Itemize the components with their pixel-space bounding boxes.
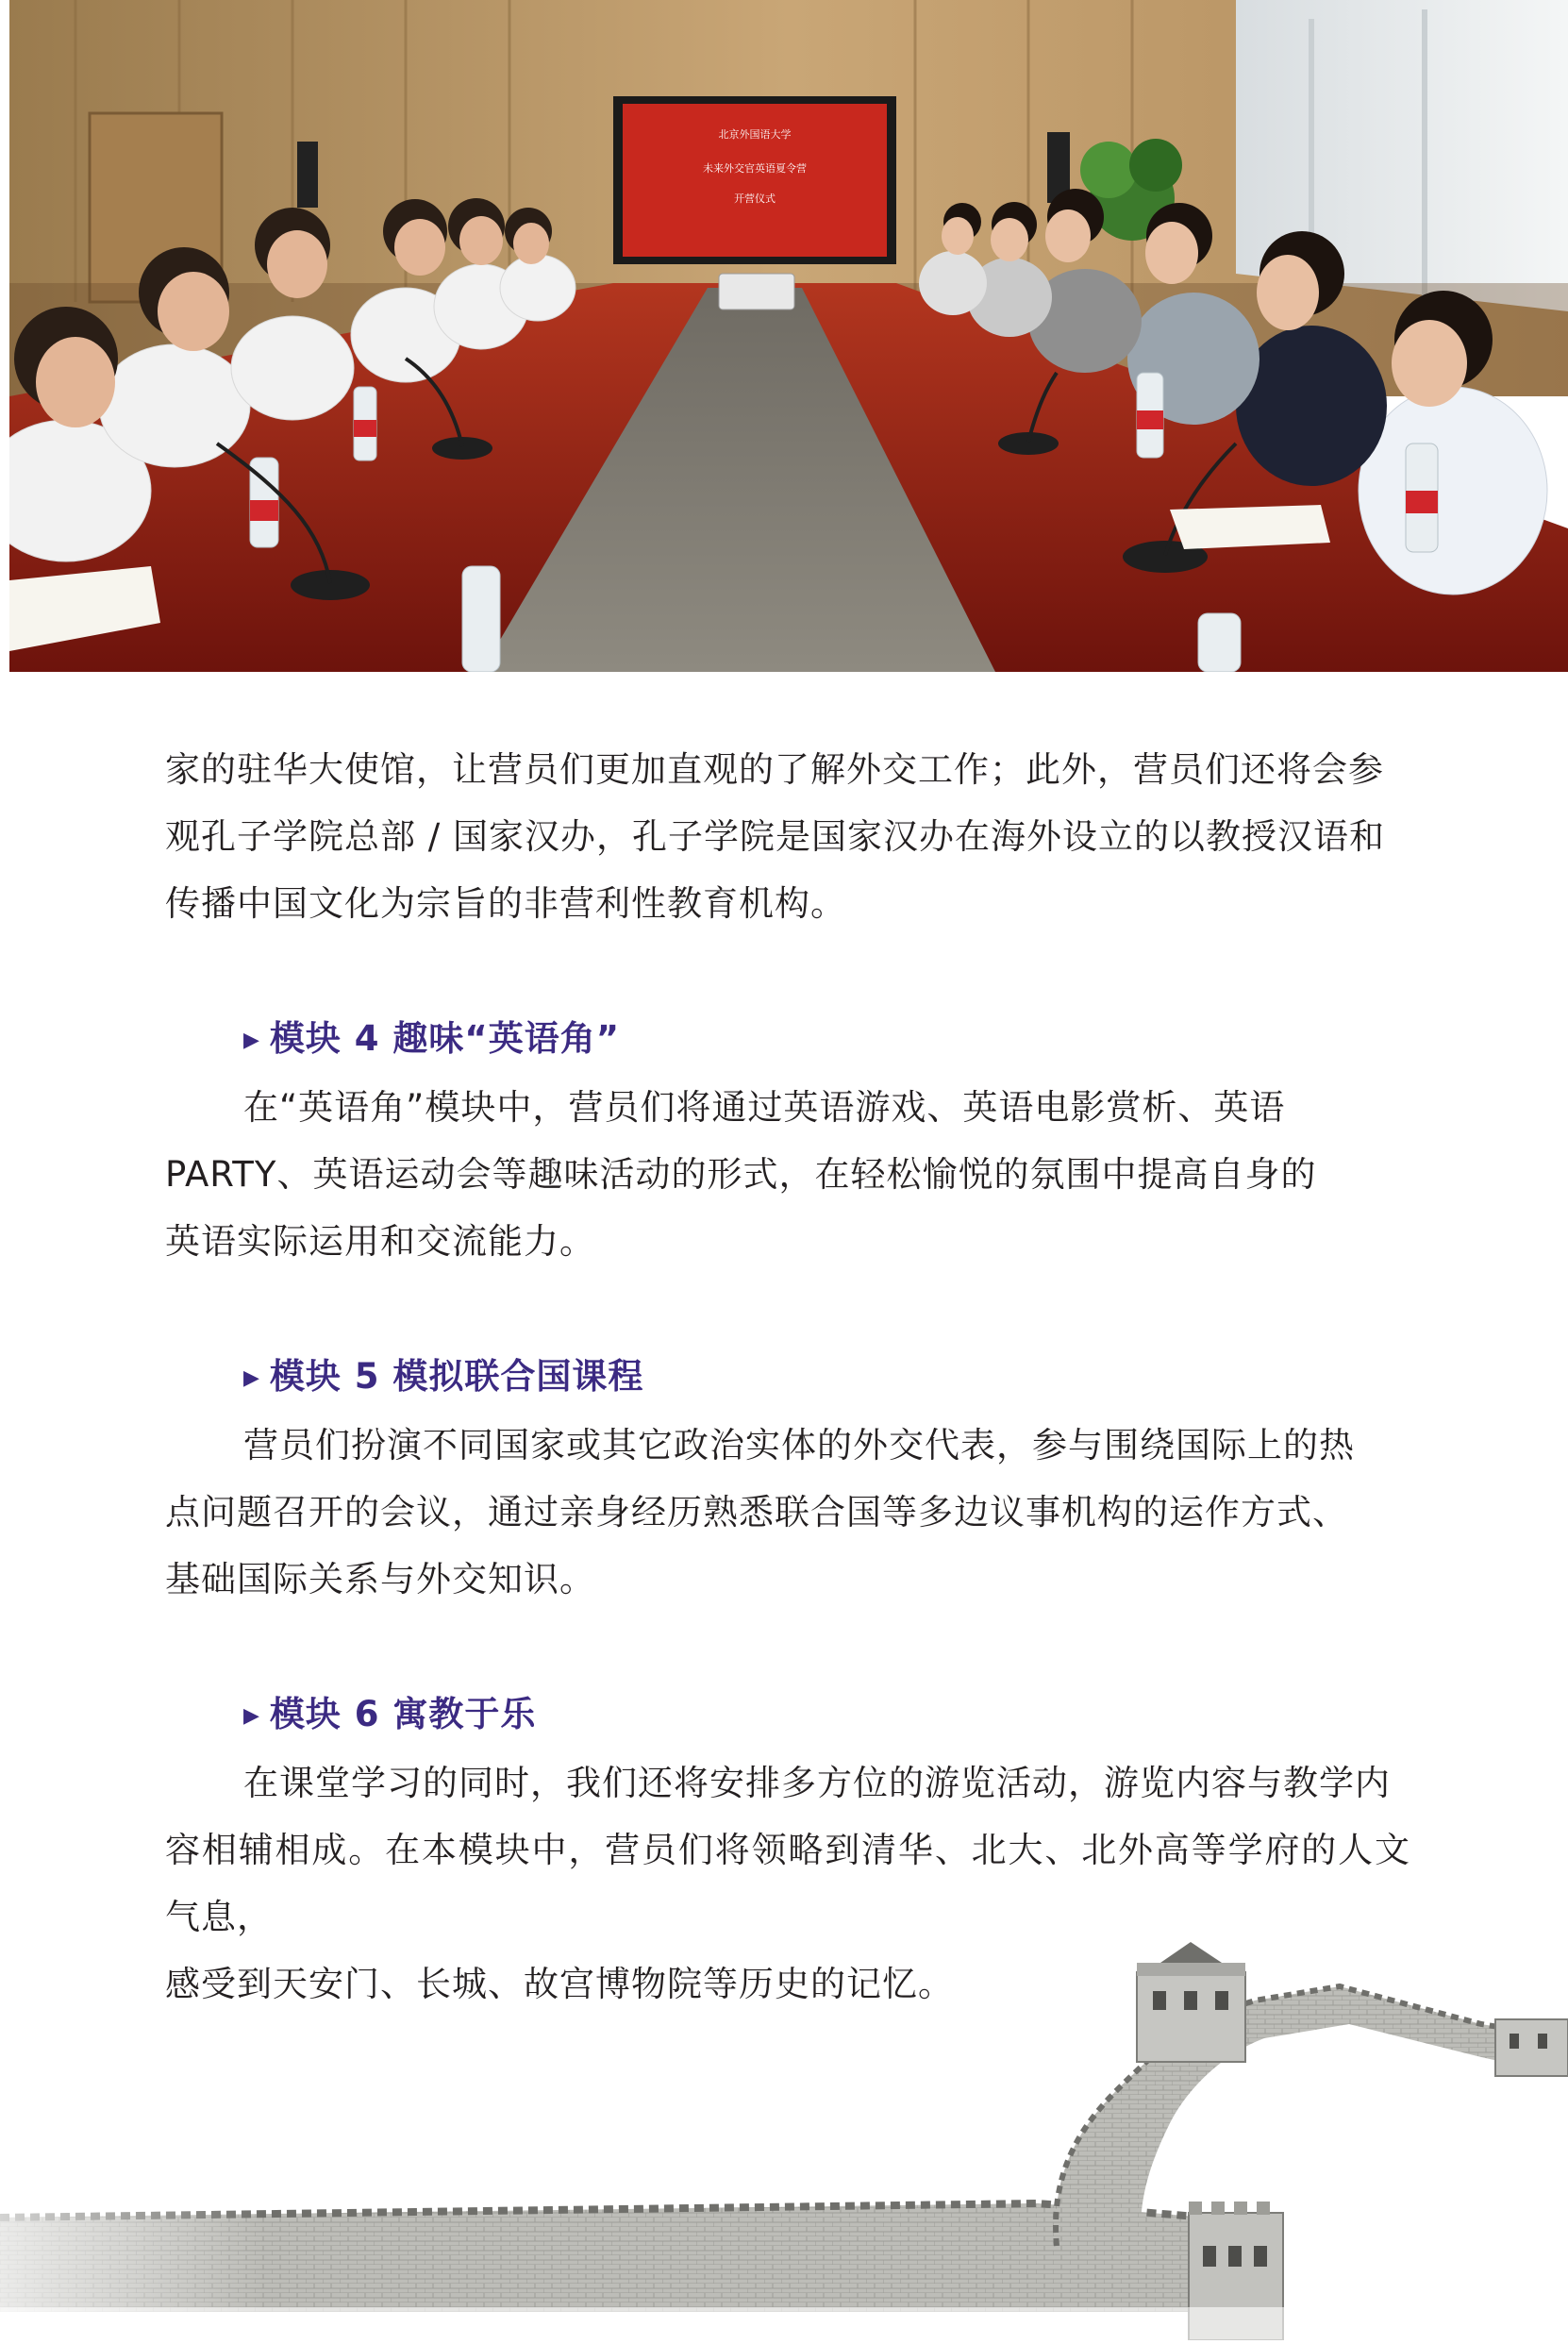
slide-line-1: 北京外国语大学 — [718, 128, 792, 141]
module-line: 在“英语角”模块中，营员们将通过英语游戏、英语电影赏析、英语 — [243, 1087, 1286, 1128]
great-wall-illustration — [0, 1934, 1568, 2340]
module-5-title: 模块 5 模拟联合国课程 — [269, 1356, 644, 1397]
slide-line-2: 未来外交官英语夏令营 — [703, 162, 807, 175]
triangle-bullet-icon: ▶ — [243, 1029, 260, 1052]
module-line: 基础国际关系与外交知识。 — [165, 1559, 595, 1599]
intro-paragraph — [165, 736, 1410, 937]
module-4-heading — [165, 1005, 1410, 1074]
meeting-photo — [9, 0, 1568, 672]
module-6-heading — [165, 1681, 1410, 1750]
module-line: 营员们扮演不同国家或其它政治实体的外交代表，参与围绕国际上的热 — [243, 1425, 1355, 1465]
intro-line: 观孔子学院总部 / 国家汉办，孔子学院是国家汉办在海外设立的以教授汉语和 — [165, 816, 1385, 857]
module-line: 点问题召开的会议，通过亲身经历熟悉联合国等多边议事机构的运作方式、 — [165, 1492, 1348, 1532]
module-5-paragraph — [165, 1412, 1410, 1613]
module-4-paragraph — [165, 1074, 1410, 1275]
module-5-heading — [165, 1343, 1410, 1412]
module-line: 英语实际运用和交流能力。 — [165, 1221, 595, 1262]
slide-line-3: 开营仪式 — [734, 193, 776, 205]
article-body — [165, 736, 1410, 2018]
intro-line: 家的驻华大使馆，让营员们更加直观的了解外交工作；此外，营员们还将会参 — [165, 749, 1384, 790]
module-line: PARTY、英语运动会等趣味活动的形式，在轻松愉悦的氛围中提高自身的 — [165, 1154, 1317, 1195]
intro-line: 传播中国文化为宗旨的非营利性教育机构。 — [165, 883, 846, 924]
triangle-bullet-icon: ▶ — [243, 1704, 260, 1728]
module-line: 感受到天安门、长城、故宫博物院等历史的记忆。 — [165, 1964, 954, 2004]
triangle-bullet-icon: ▶ — [243, 1366, 260, 1390]
module-line: 容相辅相成。在本模块中，营员们将领略到清华、北大、北外高等学府的人文气息， — [165, 1830, 1410, 1937]
module-6-title: 模块 6 寓教于乐 — [269, 1694, 537, 1734]
module-line: 在课堂学习的同时，我们还将安排多方位的游览活动，游览内容与教学内 — [243, 1763, 1391, 1803]
module-4-title: 模块 4 趣味“英语角” — [269, 1018, 621, 1059]
